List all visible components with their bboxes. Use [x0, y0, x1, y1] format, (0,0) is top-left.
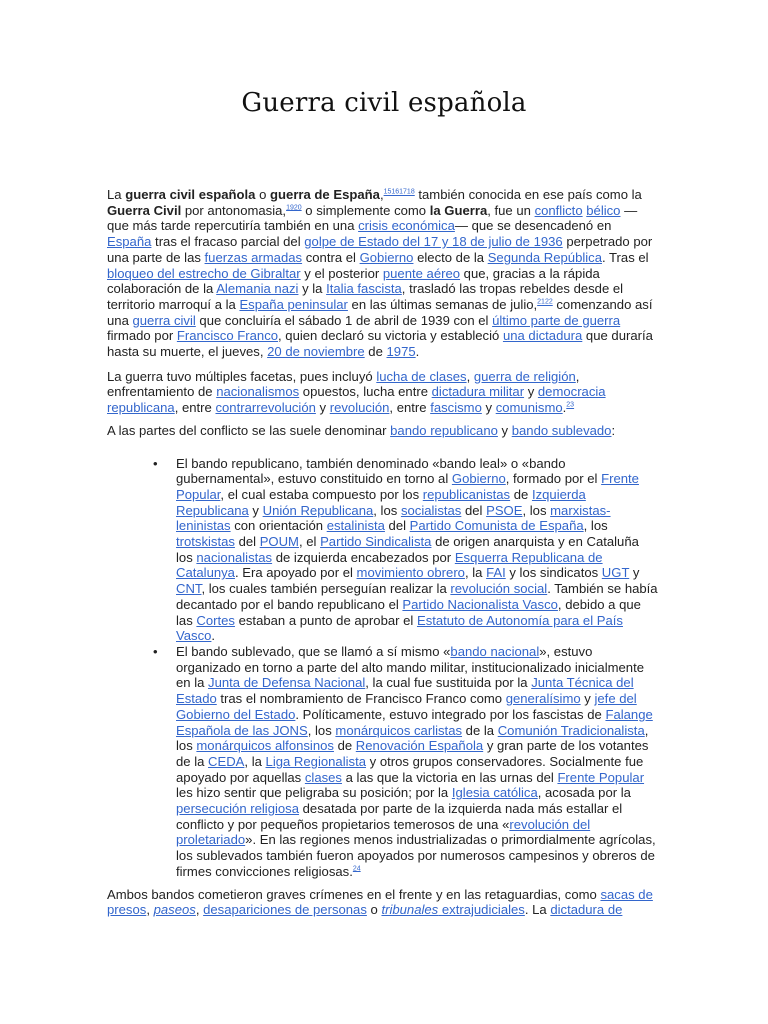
- link-sacas-de-presos[interactable]: sacas de presos: [107, 886, 653, 918]
- link-ugt[interactable]: UGT: [601, 565, 630, 581]
- link-partido-sindicalista[interactable]: Partido Sindicalista: [320, 534, 432, 550]
- link-estatuto-pais-vasco[interactable]: Estatuto de Autonomía para el País Vasco: [176, 612, 623, 644]
- link-nacionalismos[interactable]: nacionalismos: [216, 384, 300, 400]
- link-izquierda-republicana[interactable]: Izquierda Republicana: [176, 486, 586, 518]
- link-junta-tecnica[interactable]: Junta Técnica del Estado: [176, 675, 634, 707]
- link-poum[interactable]: POUM: [259, 534, 299, 550]
- bullet-icon: •: [153, 455, 158, 471]
- link-espana[interactable]: España: [107, 234, 152, 250]
- citation-link[interactable]: 15161718: [383, 188, 415, 196]
- sides-list: [107, 456, 659, 880]
- link-erc[interactable]: Esquerra Republicana de Catalunya: [176, 549, 603, 581]
- link-espana-peninsular[interactable]: España peninsular: [239, 296, 348, 312]
- link-una-dictadura[interactable]: una dictadura: [502, 328, 583, 344]
- link-guerra-de-religion[interactable]: guerra de religión: [473, 368, 576, 384]
- link-guerra-civil[interactable]: guerra civil: [132, 312, 196, 328]
- link-desapariciones[interactable]: desapariciones de personas: [203, 902, 367, 918]
- citation-link[interactable]: 24: [352, 865, 361, 873]
- citation-ref: [286, 204, 302, 211]
- citation-link[interactable]: 1920: [286, 204, 302, 212]
- citation-link[interactable]: 23: [566, 401, 575, 409]
- link-bando-republicano[interactable]: bando republicano: [390, 422, 498, 438]
- link-pnv[interactable]: Partido Nacionalista Vasco: [402, 596, 558, 612]
- link-socialistas[interactable]: socialistas: [400, 502, 462, 518]
- link-frente-popular[interactable]: Frente Popular: [557, 769, 645, 785]
- link-revolucion[interactable]: revolución: [329, 400, 390, 416]
- link-persecucion-religiosa[interactable]: persecución religiosa: [176, 801, 300, 817]
- link-comunion-tradicionalista[interactable]: Comunión Tradicionalista: [497, 722, 645, 738]
- link-tribunales-extrajudiciales[interactable]: tribunales extrajudiciales: [381, 902, 525, 918]
- link-belico[interactable]: bélico: [586, 202, 621, 218]
- link-conflicto[interactable]: conflicto: [534, 202, 583, 218]
- link-bando-sublevado[interactable]: bando sublevado: [511, 422, 612, 438]
- link-puente-aereo[interactable]: puente aéreo: [382, 265, 461, 281]
- list-item-republicano: • El bando republicano, también denominado «bando leal» o «bando gubernamental», estuvo constituido en torno al Gobierno, formado por el Frente Popular, el cual estaba compuesto por los republicanistas de Izquierda Republicana y Unión Republicana, los socialistas del PSOE, los marxistas-leninistas con orientación estalinista del Partido Comunista de España, los trotskistas del POUM, el Partido Sindicalista de origen anarquista y en Cataluña los nacionalistas de izquierda encabezados por Esquerra Republicana de Catalunya. Era apoyado por el movimiento obrero, la FAI y los sindicatos UGT y CNT, los cuales también perseguían realizar la revolución social. También se había decantado por el bando republicano el Partido Nacionalista Vasco, debido a que las Cortes estaban a punto de aprobar el Estatuto de Autonomía para el País Vasco.: [153, 455, 658, 644]
- link-1975[interactable]: 1975: [386, 344, 416, 360]
- link-junta-defensa-nacional[interactable]: Junta de Defensa Nacional: [208, 675, 366, 691]
- link-falange[interactable]: Falange Española de las JONS: [176, 706, 653, 738]
- link-gobierno[interactable]: Gobierno: [359, 249, 414, 265]
- sides-paragraph: A las partes del conflicto se las suele denominar bando republicano y bando sublevado:: [107, 422, 616, 438]
- link-monarquicos-carlistas[interactable]: monárquicos carlistas: [335, 722, 463, 738]
- link-nacionalistas[interactable]: nacionalistas: [196, 549, 273, 565]
- link-crisis-economica[interactable]: crisis económica: [358, 218, 455, 234]
- link-francisco-franco[interactable]: Francisco Franco: [176, 328, 279, 344]
- link-jefe-gobierno[interactable]: jefe del Gobierno del Estado: [176, 691, 637, 722]
- link-revolucion-social[interactable]: revolución social: [450, 581, 548, 597]
- link-contrarrevolucion[interactable]: contrarrevolución: [215, 400, 316, 416]
- link-fai[interactable]: FAI: [486, 565, 506, 581]
- link-cortes[interactable]: Cortes: [196, 612, 235, 628]
- crimes-paragraph: Ambos bandos cometieron graves crímenes en el frente y en las retaguardias, como sacas de presos, paseos, desapariciones de personas o tribunales extrajudiciales. La dictadura de: [107, 886, 653, 918]
- citation-ref: [353, 865, 361, 872]
- link-bando-nacional[interactable]: bando nacional: [450, 643, 540, 659]
- link-generalisimo[interactable]: generalísimo: [505, 691, 581, 707]
- link-marxistas-leninistas[interactable]: marxistas-leninistas: [176, 502, 611, 534]
- link-cnt[interactable]: CNT: [176, 581, 202, 597]
- link-republicanistas[interactable]: republicanistas: [422, 486, 511, 502]
- bullet-icon: •: [153, 643, 158, 659]
- link-renovacion-espanola[interactable]: Renovación Española: [355, 738, 484, 754]
- link-ceda[interactable]: CEDA: [208, 753, 245, 769]
- citation-ref: [537, 299, 553, 306]
- citation-link[interactable]: 2122: [537, 298, 553, 306]
- intro-paragraph: La guerra civil española o guerra de España,$^{15161718}$ también conocida en ese país como la Guerra Civil por antonomasia,$^{1920}$ o simplemente como la Guerra, fue un conflicto bélico —que más tarde repercutiría también en una crisis económica— que se desencadenó en España tras el fracaso parcial del golpe de Estado del 17 y 18 de julio de 1936 perpetrado por una parte de las fuerzas armadas contra el Gobierno electo de la Segunda República. Tras el bloqueo del estrecho de Gibraltar y el posterior puente aéreo que, gracias a la rápida colaboración de la Alemania nazi y la Italia fascista, trasladó las tropas rebeldes desde el territorio marroquí a la España peninsular en las últimas semanas de julio,$^{2122}$ comenzando así una guerra civil que concluiría el sábado 1 de abril de 1939 con el último parte de guerra firmado por Francisco Franco, quien declaró su victoria y estableció una dictadura que duraría hasta su muerte, el jueves, 20 de noviembre de 1975.: [107, 187, 653, 360]
- link-dictadura-de[interactable]: dictadura de: [550, 902, 623, 918]
- link-gobierno[interactable]: Gobierno: [451, 471, 506, 487]
- link-revolucion-proletariado[interactable]: revolución del proletariado: [176, 816, 591, 848]
- page-title: Guerra civil española: [241, 88, 527, 118]
- link-liga-regionalista[interactable]: Liga Regionalista: [265, 753, 366, 769]
- link-italia-fascista[interactable]: Italia fascista: [326, 281, 402, 297]
- link-comunismo[interactable]: comunismo: [495, 400, 563, 416]
- article-body: [107, 187, 659, 918]
- link-estalinista[interactable]: estalinista: [326, 518, 385, 534]
- citation-ref: [566, 402, 574, 409]
- link-movimiento-obrero[interactable]: movimiento obrero: [356, 565, 465, 581]
- link-democracia-republicana[interactable]: democracia republicana: [107, 384, 606, 416]
- link-iglesia-catolica[interactable]: Iglesia católica: [451, 785, 538, 801]
- link-ultimo-parte[interactable]: último parte de guerra: [492, 312, 621, 328]
- facets-paragraph: La guerra tuvo múltiples facetas, pues incluyó lucha de clases, guerra de religión, enfrentamiento de nacionalismos opuestos, lucha entre dictadura militar y democracia republicana, entre contrarrevolución y revolución, entre fascismo y comunismo.$^{23}$: [107, 368, 606, 416]
- link-paseos[interactable]: paseos: [153, 902, 196, 918]
- link-golpe-de-estado[interactable]: golpe de Estado del 17 y 18 de julio de 1936: [304, 234, 563, 250]
- link-fascismo[interactable]: fascismo: [430, 400, 482, 416]
- link-20-noviembre[interactable]: 20 de noviembre: [267, 344, 365, 360]
- link-monarquicos-alfonsinos[interactable]: monárquicos alfonsinos: [196, 738, 334, 754]
- link-segunda-republica[interactable]: Segunda República: [487, 249, 602, 265]
- link-pce[interactable]: Partido Comunista de España: [409, 518, 584, 534]
- citation-ref: [384, 189, 415, 196]
- link-bloqueo-gibraltar[interactable]: bloqueo del estrecho de Gibraltar: [107, 265, 301, 281]
- link-psoe[interactable]: PSOE: [486, 502, 523, 518]
- link-frente-popular[interactable]: Frente Popular: [176, 471, 639, 502]
- link-alemania-nazi[interactable]: Alemania nazi: [216, 281, 299, 297]
- link-union-republicana[interactable]: Unión Republicana: [262, 502, 374, 518]
- link-dictadura-militar[interactable]: dictadura militar: [431, 384, 525, 400]
- list-item-sublevado: • El bando sublevado, que se llamó a sí mismo «bando nacional», estuvo organizado en torno a parte del alto mando militar, institucionalizado inicialmente en la Junta de Defensa Nacional, la cual fue sustituida por la Junta Técnica del Estado tras el nombramiento de Francisco Franco como generalísimo y jefe del Gobierno del Estado. Políticamente, estuvo integrado por los fascistas de Falange Española de las JONS, los monárquicos carlistas de la Comunión Tradicionalista, los monárquicos alfonsinos de Renovación Española y gran parte de los votantes de la CEDA, la Liga Regionalista y otros grupos conservadores. Socialmente fue apoyado por aquellas clases a las que la victoria en las urnas del Frente Popular les hizo sentir que peligraba su posición; por la Iglesia católica, acosada por la persecución religiosa desatada por parte de la izquierda nada más estallar el conflicto y por pequeños propietarios temerosos de una «revolución del proletariado». En las regiones menos industrializadas o primordialmente agrícolas, los sublevados también fueron apoyados por numerosos campesinos y obreros de firmes convicciones religiosas.$^{24}$: [153, 643, 656, 879]
- link-clases[interactable]: clases: [304, 769, 342, 785]
- link-lucha-de-clases[interactable]: lucha de clases: [376, 368, 467, 384]
- link-fuerzas-armadas[interactable]: fuerzas armadas: [204, 249, 303, 265]
- link-trotskistas[interactable]: trotskistas: [176, 534, 235, 550]
